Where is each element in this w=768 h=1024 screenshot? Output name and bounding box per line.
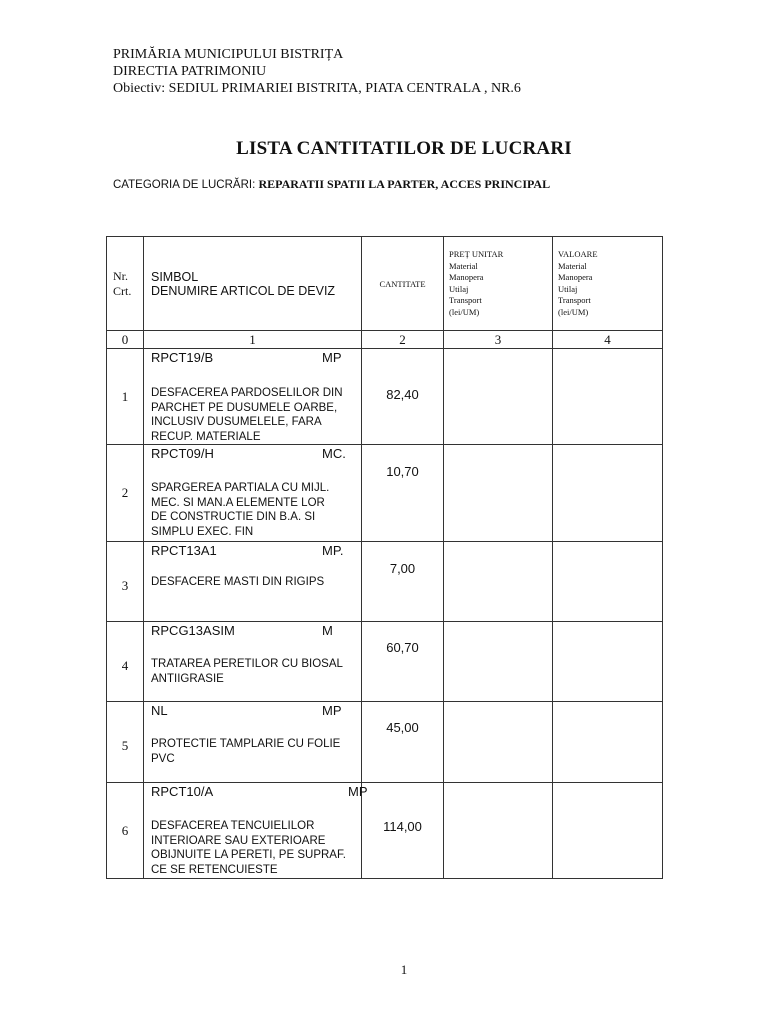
row-nr: 2 [107,445,144,542]
row-article [144,349,362,445]
table-row [107,702,663,783]
row-cantitate: 82,40 [362,349,444,445]
row-valoare [553,542,663,622]
table-row [107,349,663,445]
row-valoare [553,622,663,702]
objective-line: Obiectiv: SEDIUL PRIMARIEI BISTRITA, PIATA CENTRALA , NR.6 [113,81,521,96]
header-valoare: VALOARE Material Manopera Utilaj Transport (lei/UM) [553,237,663,331]
row-pret-unitar [444,349,553,445]
row-cantitate: 60,70 [362,622,444,702]
row-unit: MP [322,703,342,718]
row-unit: MP. [322,543,344,558]
row-description: DESFACEREA TENCUIELILOR INTERIOARE SAU EXTERIOARE OBIJNUITE LA PERETI, PE SUPRAF. CE SE RETENCUIESTE [151,820,346,876]
row-description: DESFACERE MASTI DIN RIGIPS [151,576,325,588]
row-simbol: RPCT13A1 [151,543,217,558]
row-description: SPARGEREA PARTIALA CU MIJL. MEC. SI MAN.A ELEMENTE LOR DE CONSTRUCTIE DIN B.A. SI SIMPLU EXEC. FIN [151,482,330,538]
table-row [107,622,663,702]
row-nr: 6 [107,783,144,879]
row-pret-unitar [444,702,553,783]
category-label: CATEGORIA DE LUCRĂRI: [113,179,259,191]
header-cantitate: CANTITATE [362,237,444,331]
table-row [107,783,663,879]
row-valoare [553,783,663,879]
category-value: REPARATII SPATII LA PARTER, ACCES PRINCIPAL [258,177,551,191]
table-header-row [107,237,663,331]
row-description: DESFACEREA PARDOSELILOR DIN PARCHET PE DUSUMELE OARBE, INCLUSIV DUSUMELELE, FARA RECUP. MATERIALE [151,387,343,443]
quantities-table [106,236,663,879]
table-row [107,542,663,622]
row-unit: MP [322,350,342,365]
row-description: PROTECTIE TAMPLARIE CU FOLIE PVC [151,738,341,765]
document-header [113,46,521,97]
row-unit: M [322,623,333,638]
row-nr: 4 [107,622,144,702]
row-unit: MC. [322,446,346,461]
row-simbol: RPCG13ASIM [151,623,235,638]
row-simbol: NL [151,703,168,718]
row-cantitate: 7,00 [362,542,444,622]
row-article [144,783,368,879]
row-simbol: RPCT10/A [151,784,214,799]
row-cantitate: 10,70 [362,445,444,542]
row-pret-unitar [444,783,553,879]
row-valoare [553,702,663,783]
row-nr: 3 [107,542,144,622]
row-cantitate: 114,00 [362,783,444,879]
row-article [144,702,362,783]
row-nr: 1 [107,349,144,445]
header-nr-crt: Nr. Crt. [107,237,144,331]
row-nr: 5 [107,702,144,783]
row-article [144,445,362,542]
row-pret-unitar [444,622,553,702]
row-article [144,622,362,702]
row-simbol: RPCT09/H [151,446,214,461]
row-unit: MP [348,784,368,799]
department-name: DIRECTIA PATRIMONIU [113,64,267,79]
row-description: TRATAREA PERETILOR CU BIOSAL ANTIIGRASIE [151,658,343,685]
institution-name: PRIMĂRIA MUNICIPULUI BISTRIȚA [113,47,344,62]
row-pret-unitar [444,542,553,622]
row-simbol: RPCT19/B [151,350,214,365]
row-valoare [553,445,663,542]
page-number: 1 [400,962,408,977]
header-simbol: SIMBOL DENUMIRE ARTICOL DE DEVIZ [144,237,362,331]
column-index-row: 0 1 2 3 4 [107,331,663,349]
table-row [107,445,663,542]
work-category [113,177,550,192]
row-pret-unitar [444,445,553,542]
document-title: LISTA CANTITATILOR DE LUCRARI [236,138,572,159]
row-valoare [553,349,663,445]
row-article [144,542,362,622]
header-pret-unitar: PREȚ UNITAR Material Manopera Utilaj Transport (lei/UM) [444,237,553,331]
row-cantitate: 45,00 [362,702,444,783]
